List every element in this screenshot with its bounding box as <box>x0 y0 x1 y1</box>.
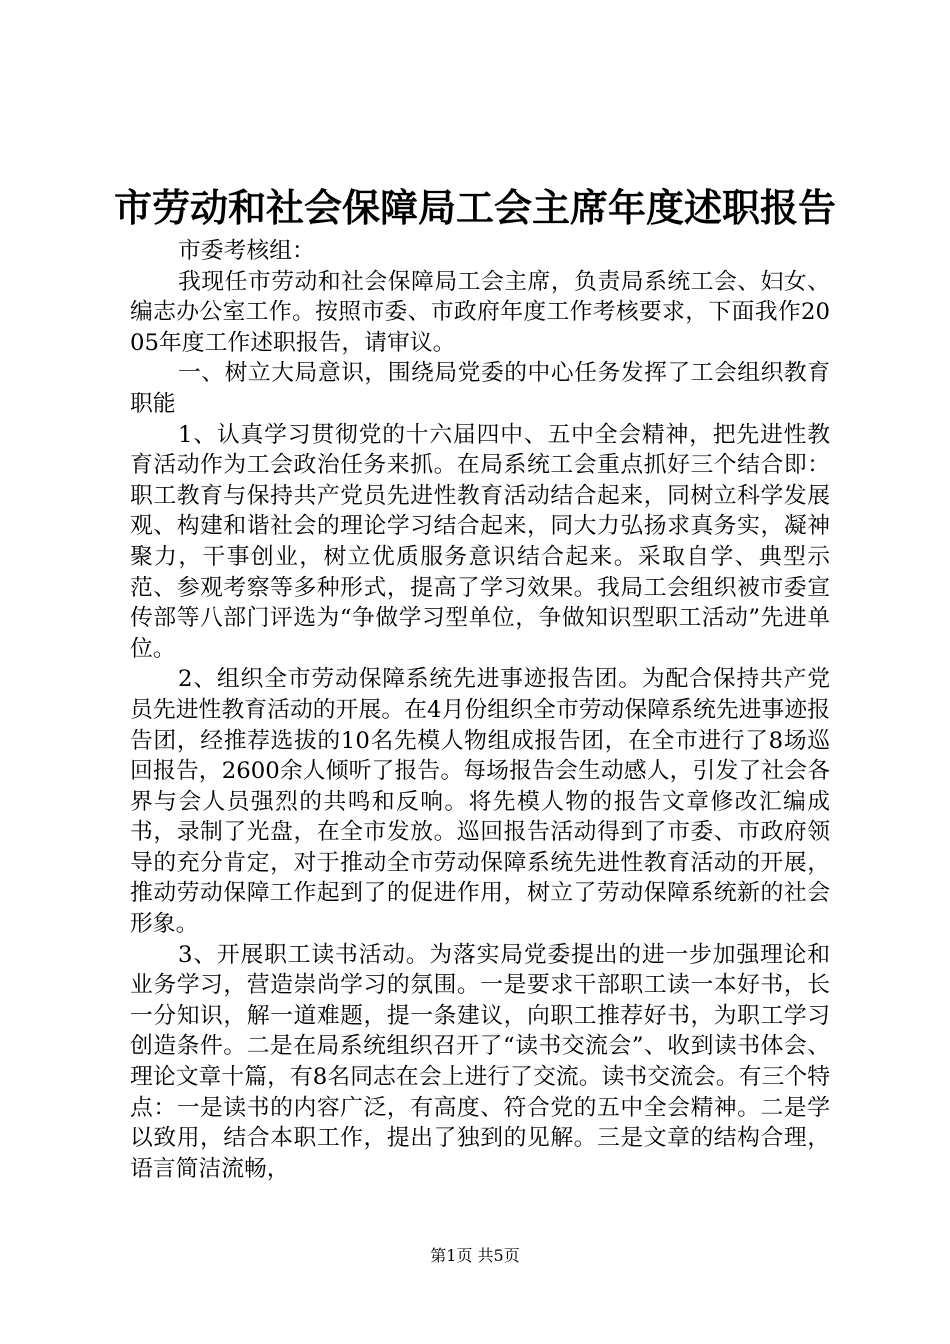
page-footer: 第1页 共5页 <box>430 1246 520 1265</box>
intro-paragraph: 我现任市劳动和社会保障局工会主席，负责局系统工会、妇女、编志办公室工作。按照市委、市政府年度工作考核要求，下面我作2005年度工作述职报告，请审议。 <box>130 268 830 356</box>
document-body <box>130 236 830 1184</box>
item-paragraph-1: 1、认真学习贯彻党的十六届四中、五中全会精神，把先进性教育活动作为工会政治任务来抓。在局系统工会重点抓好三个结合即：职工教育与保持共产党员先进性教育活动结合起来，同树立科学发展观、构建和谐社会的理论学习结合起来，同大力弘扬求真务实，凝神聚力，干事创业，树立优质服务意识结合起来。采取自学、典型示范、参观考察等多种形式，提高了学习效果。我局工会组织被市委宣传部等八部门评选为“争做学习型单位，争做知识型职工活动”先进单位。 <box>130 421 830 662</box>
item-paragraph-2: 2、组织全市劳动保障系统先进事迹报告团。为配合保持共产党员先进性教育活动的开展。在4月份组织全市劳动保障系统先进事迹报告团，经推荐选拔的10名先模人物组成报告团，在全市进行了8场巡回报告，2600余人倾听了报告。每场报告会生动感人，引发了社会各界与会人员强烈的共鸣和反响。将先模人物的报告文章修改汇编成书，录制了光盘，在全市发放。巡回报告活动得到了市委、市政府领导的充分肯定，对于推动全市劳动保障系统先进性教育活动的开展，推动劳动保障工作起到了的促进作用，树立了劳动保障系统新的社会形象。 <box>130 666 830 938</box>
section-heading-1: 一、树立大局意识，围绕局党委的中心任务发挥了工会组织教育职能 <box>130 360 830 417</box>
document-title: 市劳动和社会保障局工会主席年度述职报告 <box>113 185 836 230</box>
salutation-paragraph: 市委考核组： <box>178 238 315 264</box>
item-paragraph-3: 3、开展职工读书活动。为落实局党委提出的进一步加强理论和业务学习，营造崇尚学习的氛围。一是要求干部职工读一本好书，长一分知识，解一道难题，提一条建议，向职工推荐好书，为职工学习创造条件。二是在局系统组织召开了“读书交流会”、收到读书体会、理论文章十篇，有8名同志在会上进行了交流。读书交流会。有三个特点：一是读书的内容广泛，有高度、符合党的五中全会精神。二是学以致用，结合本职工作，提出了独到的见解。三是文章的结构合理，语言简洁流畅， <box>130 941 830 1182</box>
